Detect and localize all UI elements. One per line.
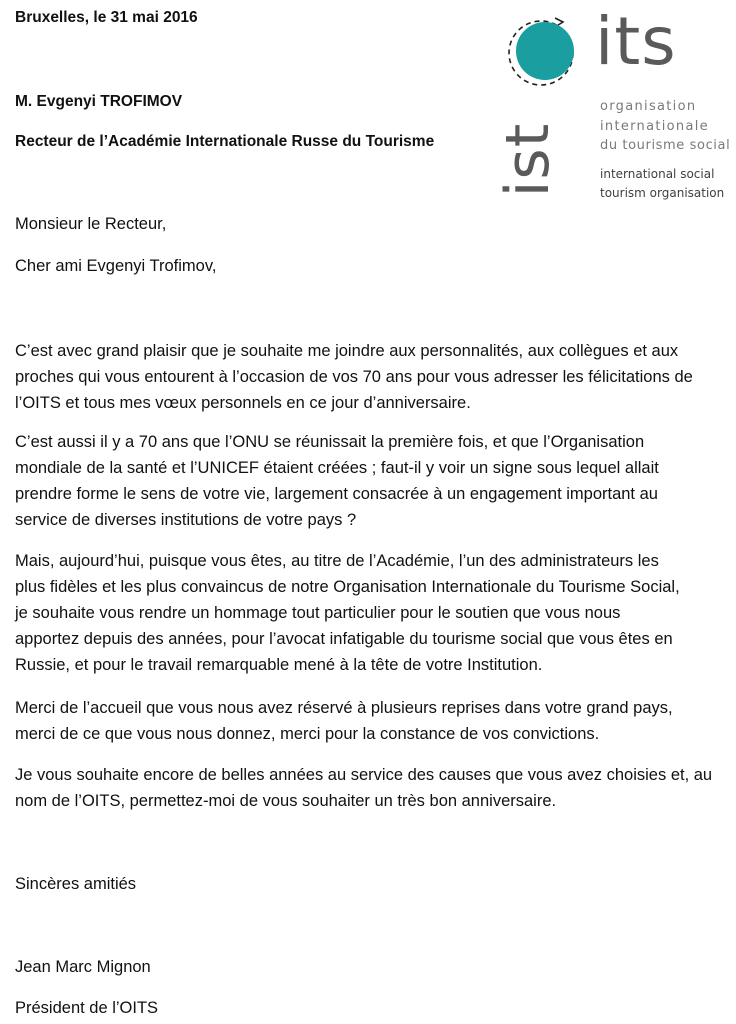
paragraph-line: Je vous souhaite encore de belles années au service des causes que vous avez choisies et, au bbox=[15, 766, 713, 784]
logo-vertical-text: ist bbox=[493, 122, 564, 198]
paragraph-4 bbox=[15, 695, 673, 747]
recipient-title: Recteur de l’Académie Internationale Russe du Tourisme bbox=[15, 133, 435, 150]
paragraph-line: Russie, et pour le travail remarquable mené à la tête de votre Institution. bbox=[15, 656, 543, 674]
paragraph-5 bbox=[15, 762, 712, 814]
teal-dot bbox=[516, 22, 574, 80]
salutation-line1: Monsieur le Recteur, bbox=[15, 215, 167, 233]
logo-fr-line3: du tourisme social bbox=[600, 138, 731, 153]
paragraph-line: mondiale de la santé et l’UNICEF étaient créées ; faut-il y voir un signe sous lequel allait bbox=[15, 459, 659, 477]
paragraph-line: Merci de l’accueil que vous nous avez réservé à plusieurs reprises dans votre grand pays, bbox=[15, 699, 673, 717]
paragraph-line: apportez depuis des années, pour l’avocat infatigable du tourisme social que vous êtes en bbox=[15, 630, 673, 648]
logo-en-line1: international social bbox=[600, 167, 715, 181]
salutation-line2: Cher ami Evgenyi Trofimov, bbox=[15, 257, 217, 275]
paragraph-line: je souhaite vous rendre un hommage tout particulier pour le soutien que vous nous bbox=[15, 604, 621, 622]
paragraph-3 bbox=[15, 548, 680, 678]
paragraph-line: prendre forme le sens de votre vie, largement consacrée à un engagement important au bbox=[15, 485, 658, 503]
paragraph-line: plus fidèles et les plus convaincus de notre Organisation Internationale du Tourisme Social, bbox=[15, 578, 680, 596]
paragraph-line: merci de ce que vous nous donnez, merci pour la constance de vos convictions. bbox=[15, 725, 600, 743]
paragraph-1 bbox=[15, 338, 693, 416]
paragraph-line: l’OITS et tous mes vœux personnels en ce jour d’anniversaire. bbox=[15, 394, 471, 412]
place-date: Bruxelles, le 31 mai 2016 bbox=[15, 9, 198, 26]
logo-fr-line2: internationale bbox=[600, 119, 709, 134]
paragraph-line: Mais, aujourd’hui, puisque vous êtes, au titre de l’Académie, l’un des administrateurs les bbox=[15, 552, 659, 570]
paragraph-line: nom de l’OITS, permettez-moi de vous souhaiter un très bon anniversaire. bbox=[15, 792, 557, 810]
recipient-name: M. Evgenyi TROFIMOV bbox=[15, 93, 183, 110]
oits-logo bbox=[493, 3, 731, 208]
logo-en-line2: tourism organisation bbox=[600, 186, 725, 200]
signatory-title: Président de l’OITS bbox=[15, 999, 159, 1017]
logo-main-text: its bbox=[595, 3, 677, 80]
paragraph-line: proches qui vous entourent à l’occasion de vos 70 ans pour vous adresser les félicitations de bbox=[15, 368, 693, 386]
paragraph-line: C’est aussi il y a 70 ans que l’ONU se réunissait la première fois, et que l’Organisation bbox=[15, 433, 645, 451]
logo-fr-line1: organisation bbox=[600, 99, 697, 114]
paragraph-2 bbox=[15, 429, 659, 533]
paragraph-line: service de diverses institutions de votre pays ? bbox=[15, 511, 357, 529]
paragraph-line: C’est avec grand plaisir que je souhaite me joindre aux personnalités, aux collègues et aux bbox=[15, 342, 679, 360]
signatory-name: Jean Marc Mignon bbox=[15, 958, 151, 976]
closing-regards: Sincères amitiés bbox=[15, 875, 137, 893]
vertical-text-container bbox=[495, 100, 575, 210]
